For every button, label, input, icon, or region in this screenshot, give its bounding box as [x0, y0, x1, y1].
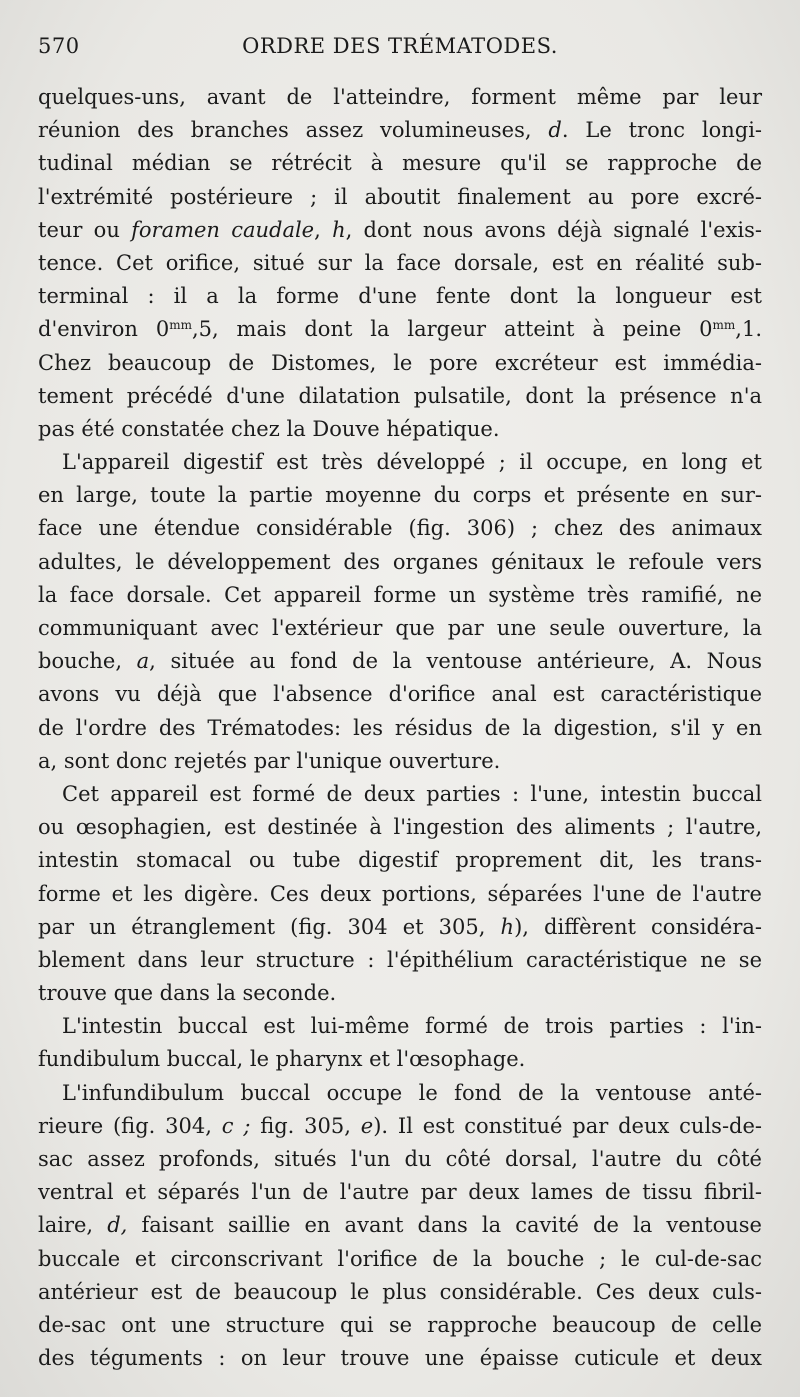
body-text [38, 81, 762, 1375]
text-line: buccale et circonscrivant l'orifice de la bouche ; le cul-de-sac [38, 1246, 762, 1271]
text-line: adultes, le développement des organes génitaux le refoule vers [38, 549, 762, 574]
text-line: de l'ordre des Trématodes: les résidus de la digestion, s'il y en [38, 715, 762, 740]
text-line: ventral et séparés l'un de l'autre par deux lames de tissu fibril- [38, 1180, 762, 1205]
text-line: rieure (fig. 304, c ; fig. 305, e). Il est constitué par deux culs-de- [38, 1113, 763, 1138]
text-line: L'intestin buccal est lui-même formé de trois parties : l'in- [62, 1014, 762, 1039]
text-line: en large, toute la partie moyenne du corps et présente en sur- [38, 483, 762, 508]
text-line: bouche, a, située au fond de la ventouse antérieure, A. Nous [38, 649, 762, 674]
text-line: réunion des branches assez volumineuses, d. Le tronc longi- [38, 118, 763, 143]
text-line: sac assez profonds, situés l'un du côté dorsal, l'autre du côté [38, 1147, 762, 1171]
text-line: fundibulum buccal, le pharynx et l'œsophage. [38, 1047, 526, 1072]
text-line: a, sont donc rejetés par l'unique ouverture. [38, 748, 501, 773]
text-line: d'environ $0^{mm},5$, mais dont la largeur atteint à peine $0^{mm},1$. [38, 317, 762, 342]
text-line: des téguments : on leur trouve une épaisse cuticule et deux [38, 1346, 762, 1371]
text-line: Chez beaucoup de Distomes, le pore excréteur est immédia- [38, 350, 762, 375]
text-line: communiquant avec l'extérieur que par une seule ouverture, la [38, 616, 762, 640]
text-line: face une étendue considérable (fig. 306) ; chez des animaux [38, 516, 762, 541]
text-line: teur ou foramen caudale, h, dont nous avons déjà signalé l'exis- [38, 217, 762, 242]
text-line: trouve que dans la seconde. [38, 981, 337, 1006]
text-line: tement précédé d'une dilatation pulsatile, dont la présence n'a [38, 383, 762, 408]
text-line: ou œsophagien, est destinée à l'ingestion des aliments ; l'autre, [38, 815, 762, 840]
text-line: de-sac ont une structure qui se rapproche beaucoup de celle [38, 1312, 762, 1337]
text-line: tence. Cet orifice, situé sur la face dorsale, est en réalité sub- [38, 250, 762, 275]
text-line: L'appareil digestif est très développé ; il occupe, en long et [62, 450, 762, 475]
running-title: ORDRE DES TRÉMATODES. [242, 34, 558, 58]
text-line: l'extrémité postérieure ; il aboutit finalement au pore excré- [38, 184, 762, 209]
text-line: laire, d, faisant saillie en avant dans la cavité de la ventouse [38, 1213, 762, 1238]
page-number: 570 [38, 34, 80, 58]
page-header [38, 34, 762, 66]
text-line: forme et les digère. Ces deux portions, séparées l'une de l'autre [38, 881, 762, 906]
text-line: tudinal médian se rétrécit à mesure qu'il se rapproche de [38, 151, 762, 176]
text-line: avons vu déjà que l'absence d'orifice anal est caractéristique [38, 682, 762, 707]
text-line: la face dorsale. Cet appareil forme un système très ramifié, ne [38, 582, 762, 607]
text-line: Cet appareil est formé de deux parties : l'une, intestin buccal [62, 781, 762, 806]
text-line: L'infundibulum buccal occupe le fond de la ventouse anté- [62, 1080, 762, 1105]
text-line: blement dans leur structure : l'épithélium caractéristique ne se [38, 947, 762, 972]
text-line: par un étranglement (fig. 304 et 305, h), diffèrent considéra- [38, 914, 762, 939]
text-line: quelques-uns, avant de l'atteindre, forment même par leur [38, 85, 762, 109]
text-line: pas été constatée chez la Douve hépatique. [38, 416, 500, 441]
text-line: intestin stomacal ou tube digestif proprement dit, les trans- [38, 848, 762, 873]
text-line: terminal : il a la forme d'une fente dont la longueur est [38, 284, 762, 309]
text-line: antérieur est de beaucoup le plus considérable. Ces deux culs- [38, 1279, 762, 1304]
